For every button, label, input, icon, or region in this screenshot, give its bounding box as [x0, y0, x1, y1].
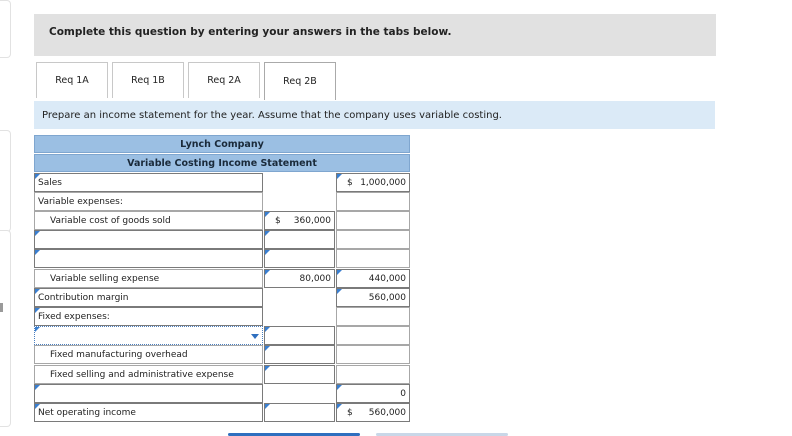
right-input[interactable]: $ 560,000 [336, 403, 410, 422]
mid-input[interactable]: 80,000 [264, 269, 335, 288]
label-input[interactable]: Contribution margin [34, 288, 263, 307]
row-dropdown [34, 326, 410, 345]
tab-req-1a[interactable]: Req 1A [36, 62, 108, 98]
label-cell: Fixed manufacturing overhead [34, 345, 263, 364]
instructions-bar [34, 14, 716, 56]
row-contribution-margin [34, 288, 410, 307]
statement-title: Variable Costing Income Statement [34, 154, 410, 172]
right-cell [336, 192, 410, 211]
right-input[interactable]: 440,000 [336, 269, 410, 288]
instructions-text: Complete this question by entering your answers in the tabs below. [49, 26, 452, 38]
chevron-down-icon [251, 334, 259, 339]
label-cell: Variable cost of goods sold [34, 211, 263, 230]
row-variable-expenses [34, 192, 410, 211]
right-cell [336, 365, 410, 384]
left-panel-fragment [0, 230, 11, 427]
row-fixed-selling-admin [34, 365, 410, 384]
label-cell: Variable expenses: [34, 192, 263, 211]
scroll-marker [0, 303, 3, 312]
mid-input[interactable] [264, 403, 335, 422]
label-input[interactable]: Sales [34, 173, 263, 192]
row-fixed-mfg-overhead [34, 345, 410, 364]
tab-req-1b[interactable]: Req 1B [112, 62, 184, 98]
label-input[interactable]: Net operating income [34, 403, 263, 422]
company-name: Lynch Company [34, 135, 410, 153]
right-input[interactable]: $ 1,000,000 [336, 173, 410, 192]
mid-input[interactable] [264, 345, 335, 364]
left-panel-fragment [0, 130, 11, 232]
mid-cell [264, 192, 335, 211]
tab-req-2a[interactable]: Req 2A [188, 62, 260, 98]
mid-cell [264, 288, 335, 307]
tab-req-2b[interactable]: Req 2B [264, 62, 336, 100]
left-panel-fragment [0, 0, 11, 58]
right-input[interactable]: 0 [336, 384, 410, 403]
mid-cell [264, 307, 335, 326]
right-input[interactable]: 560,000 [336, 288, 410, 307]
mid-input[interactable] [264, 230, 335, 249]
mid-cell [264, 384, 335, 403]
right-cell [336, 230, 410, 249]
prompt-bar [34, 101, 715, 129]
account-select[interactable] [34, 326, 263, 345]
mid-input[interactable] [264, 249, 335, 268]
mid-input[interactable] [264, 326, 335, 345]
row-blank [34, 230, 410, 249]
row-total-fixed [34, 384, 410, 403]
label-input[interactable] [34, 230, 263, 249]
mid-input[interactable] [264, 365, 335, 384]
row-blank [34, 249, 410, 268]
right-cell [336, 345, 410, 364]
mid-input[interactable]: $ 360,000 [264, 211, 335, 230]
row-net-operating-income [34, 403, 410, 422]
label-cell: Fixed selling and administrative expense [34, 365, 263, 384]
right-cell [336, 307, 410, 326]
label-input[interactable]: Fixed expenses: [34, 307, 263, 326]
prompt-text: Prepare an income statement for the year. Assume that the company uses variable costing. [42, 110, 502, 121]
label-input[interactable] [34, 249, 263, 268]
row-sales [34, 173, 410, 192]
mid-cell [264, 173, 335, 192]
row-variable-cogs [34, 211, 410, 230]
right-cell [336, 211, 410, 230]
right-cell [336, 249, 410, 268]
label-input[interactable] [34, 384, 263, 403]
row-variable-selling [34, 269, 410, 288]
right-cell [336, 326, 410, 345]
row-fixed-expenses [34, 307, 410, 326]
label-cell: Variable selling expense [34, 269, 263, 288]
